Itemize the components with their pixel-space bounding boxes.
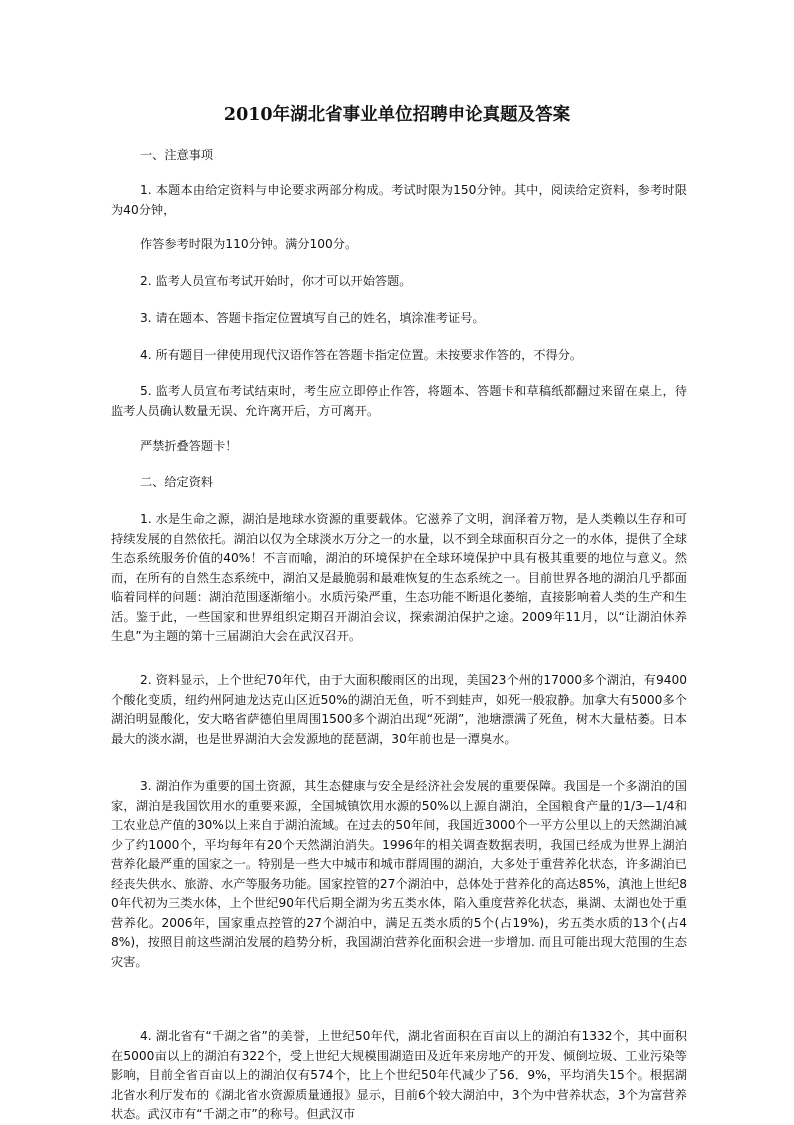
- paragraph-note-1: 1. 本题本由给定资料与申论要求两部分构成。考试时限为150分钟。其中，阅读给定资料，参考时限为40分钟，: [111, 183, 687, 217]
- paragraph-material-4: 4. 湖北省有“千湖之省”的美誉，上世纪50年代，湖北省面积在百亩以上的湖泊有1332个，其中面积在5000亩以上的湖泊有322个，受上世纪大规模围湖造田及近年来房地产的开发、倾倒垃圾、工业污染等影响，目前全省百亩以上的湖泊仅有574个，比上个世纪50年代减少了56．9%，平均消失15个。根据湖北省水利厅发布的《湖北省水资源质量通报》显示，目前6个较大湖泊中，3个为中营养状态，3个为富营养状态。武汉市有“千湖之市”的称号。但武汉市: [111, 1029, 687, 1121]
- section-heading-materials: 二、给定资料: [140, 475, 214, 489]
- paragraph-note-3: 3. 请在题本、答题卡指定位置填写自己的姓名，填涂准考证号。: [140, 311, 485, 325]
- paragraph-material-1: 1. 水是生命之源，湖泊是地球水资源的重要载体。它滋养了文明，润泽着万物，是人类赖以生存和可持续发展的自然依托。湖泊以仅为全球淡水万分之一的水量，以不到全球面积百分之一的水体，提供了全球生态系统服务价值的40%！不言而喻，湖泊的环境保护在全球环境保护中具有极其重要的地位与意义。然而，在所有的自然生态系统中，湖泊又是最脆弱和最难恢复的生态系统之一。目前世界各地的湖泊几乎都面临着同样的问题：湖泊范围逐渐缩小。水质污染严重，生态功能不断退化萎缩，直接影响着人类的生产和生活。鉴于此，一些国家和世界组织定期召开湖泊会议，探索湖泊保护之途。2009年11月，以“让湖泊休养生息”为主题的第十三届湖泊大会在武汉召开。: [111, 512, 687, 643]
- section-heading-notes: 一、注意事项: [140, 148, 214, 162]
- paragraph-material-3: 3. 湖泊作为重要的国土资源，其生态健康与安全是经济社会发展的重要保障。我国是一个多湖泊的国家，湖泊是我国饮用水的重要来源，全国城镇饮用水源的50%以上源自湖泊，全国粮食产量的1/3—1/4和工农业总产值的30%以上来自于湖泊流域。在过去的50年间，我国近3000个一平方公里以上的天然湖泊减少了约1000个，平均每年有20个天然湖泊消失。1996年的相关调查数据表明，我国已经成为世界上湖泊营养化最严重的国家之一。特别是一些大中城市和城市群周围的湖泊，大多处于重营养化状态，许多湖泊已经丧失供水、旅游、水产等服务功能。国家控管的27个湖泊中，总体处于营养化的高达85%，滇池上世纪80年代初为三类水体，上个世纪90年代后期全湖为劣五类水体，陷入重度营养化状态，巢湖、太湖也处于重营养化。2006年，国家重点控管的27个湖泊中，满足五类水质的5个(占19%)，劣五类水质的13个(占48%)，按照目前这些湖泊发展的趋势分析，我国湖泊营养化面积会进一步增加. 而且可能出现大范围的生态灾害。: [111, 779, 687, 969]
- paragraph-warning: 严禁折叠答题卡！: [140, 439, 238, 453]
- paragraph-note-2: 2. 监考人员宣布考试开始时，你才可以开始答题。: [140, 274, 412, 288]
- document-title: 2010年湖北省事业单位招聘申论真题及答案: [223, 105, 571, 125]
- paragraph-note-1-continued: 作答参考时限为110分钟。满分100分。: [140, 237, 358, 251]
- paragraph-note-4: 4. 所有题目一律使用现代汉语作答在答题卡指定位置。未按要求作答的，不得分。: [140, 348, 583, 362]
- paragraph-material-2: 2. 资料显示，上个世纪70年代，由于大面积酸雨区的出现，美国23个州的17000多个湖泊，有9400个酸化变质，纽约州阿迪龙达克山区近50%的湖泊无鱼，听不到蛙声，如死一般寂静。加拿大有5000多个湖泊明显酸化，安大略省萨德伯里周围1500多个湖泊出现“死湖”，池塘漂满了死鱼，树木大量枯萎。日本最大的淡水湖，也是世界湖泊大会发源地的琵琶湖，30年前也是一潭臭水。: [111, 673, 687, 746]
- paragraph-note-5: 5. 监考人员宣布考试结束时，考生应立即停止作答，将题本、答题卡和草稿纸都翻过来留在桌上，待监考人员确认数量无误、允许离开后，方可离开。: [111, 384, 687, 418]
